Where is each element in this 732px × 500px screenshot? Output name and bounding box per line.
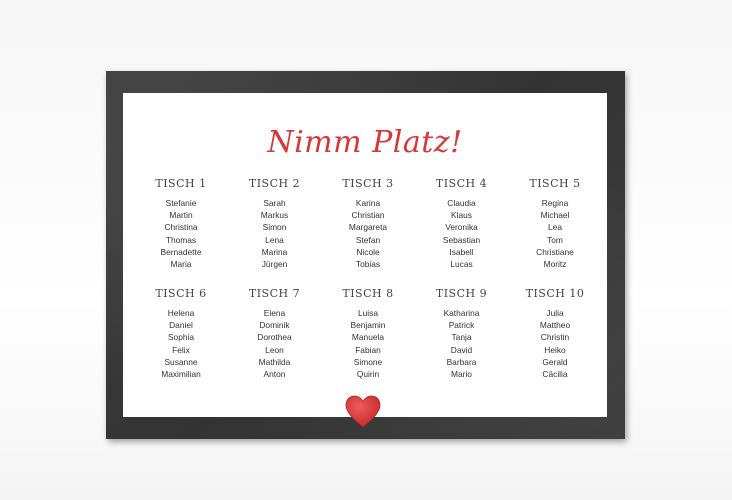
guest-name: Maria: [170, 259, 192, 270]
guest-name: Stefanie: [165, 198, 197, 208]
guest-name: Barbara: [446, 356, 477, 367]
guest-name: Christina: [164, 222, 198, 233]
heart-icon: [345, 395, 381, 429]
table-name: TISCH 1: [155, 177, 207, 190]
table-8: [328, 287, 408, 397]
guest-name: Helena: [167, 308, 195, 318]
tables-row-1: [123, 177, 607, 287]
guest-name: Tobias: [355, 259, 381, 270]
table-name: TISCH 5: [529, 177, 581, 190]
table-5: [515, 177, 595, 287]
guest-name: Mathilda: [258, 356, 291, 367]
guest-name: Anton: [263, 369, 286, 380]
guest-name: Marina: [261, 246, 288, 257]
table-1: [141, 177, 221, 287]
table-7: [235, 287, 315, 397]
guest-name: David: [450, 344, 473, 355]
table-2: [235, 177, 315, 287]
guest-name: Moritz: [543, 259, 567, 270]
guest-name: Tanja: [451, 332, 472, 343]
guest-name: Luisa: [357, 308, 379, 318]
guest-name: Michael: [540, 210, 570, 221]
guest-name: Thomas: [165, 234, 197, 245]
guest-name: Isabell: [449, 246, 474, 257]
guest-name: Veronika: [445, 222, 478, 233]
table-name: TISCH 10: [525, 287, 585, 300]
guest-name: Christin: [540, 332, 570, 343]
guest-name: Christian: [351, 210, 385, 221]
table-6: [141, 287, 221, 397]
guest-name: Patrick: [448, 320, 475, 331]
guest-name: Julia: [546, 308, 564, 318]
guest-name: Sebastian: [442, 234, 481, 245]
guest-name: Manuela: [351, 332, 385, 343]
guest-name: Benjamin: [350, 320, 386, 331]
guest-name: Elena: [263, 308, 286, 318]
guest-name: Heiko: [544, 344, 566, 355]
guest-name: Nicole: [356, 246, 380, 257]
table-name: TISCH 6: [155, 287, 207, 300]
chart-title: Nimm Platz!: [267, 125, 463, 160]
guest-name: Lea: [548, 222, 562, 233]
guest-name: Tom: [547, 234, 563, 245]
guest-name: Sophia: [167, 332, 195, 343]
table-name: TISCH 3: [342, 177, 394, 190]
guest-name: Dominik: [259, 320, 290, 331]
guest-name: Maximilian: [161, 369, 201, 380]
guest-name: Bernadette: [160, 246, 202, 257]
table-name: TISCH 8: [342, 287, 394, 300]
guest-name: Katharina: [443, 308, 480, 318]
guest-name: Leon: [265, 344, 284, 355]
guest-name: Klaus: [451, 210, 472, 221]
guest-name: Jürgen: [261, 259, 288, 270]
guest-name: Quirin: [356, 369, 380, 380]
guest-name: Martin: [169, 210, 193, 221]
table-4: [422, 177, 502, 287]
guest-name: Dorothea: [257, 332, 292, 343]
guest-name: Claudia: [447, 198, 476, 208]
guest-name: Karina: [355, 198, 381, 208]
table-name: TISCH 9: [435, 287, 488, 300]
guest-name: Daniel: [169, 320, 193, 331]
tables-row-2: [123, 287, 607, 397]
guest-name: Margareta: [348, 222, 388, 233]
guest-name: Susanne: [164, 356, 198, 367]
guest-name: Stefan: [355, 234, 381, 245]
table-name: TISCH 2: [248, 177, 301, 190]
guest-name: Felix: [172, 344, 190, 355]
guest-name: Mattheo: [539, 320, 571, 331]
guest-name: Fabian: [355, 344, 381, 355]
guest-name: Markus: [260, 210, 289, 221]
guest-name: Simone: [353, 356, 383, 367]
guest-name: Simon: [262, 222, 287, 233]
guest-name: Mario: [451, 369, 472, 380]
guest-name: Lena: [265, 234, 284, 245]
table-9: [422, 287, 502, 397]
tables-grid: [123, 177, 607, 397]
guest-name: Regina: [541, 198, 569, 208]
seating-chart-card: [106, 71, 625, 439]
table-name: TISCH 4: [435, 177, 488, 190]
table-3: [328, 177, 408, 287]
guest-name: Sarah: [263, 198, 286, 208]
table-10: [515, 287, 595, 397]
guest-name: Gerald: [542, 356, 568, 367]
guest-name: Christiane: [536, 246, 574, 257]
table-name: TISCH 7: [248, 287, 301, 300]
guest-name: Cäcilia: [542, 369, 568, 380]
seating-chart-panel: [123, 93, 607, 417]
guest-name: Lucas: [450, 259, 473, 270]
